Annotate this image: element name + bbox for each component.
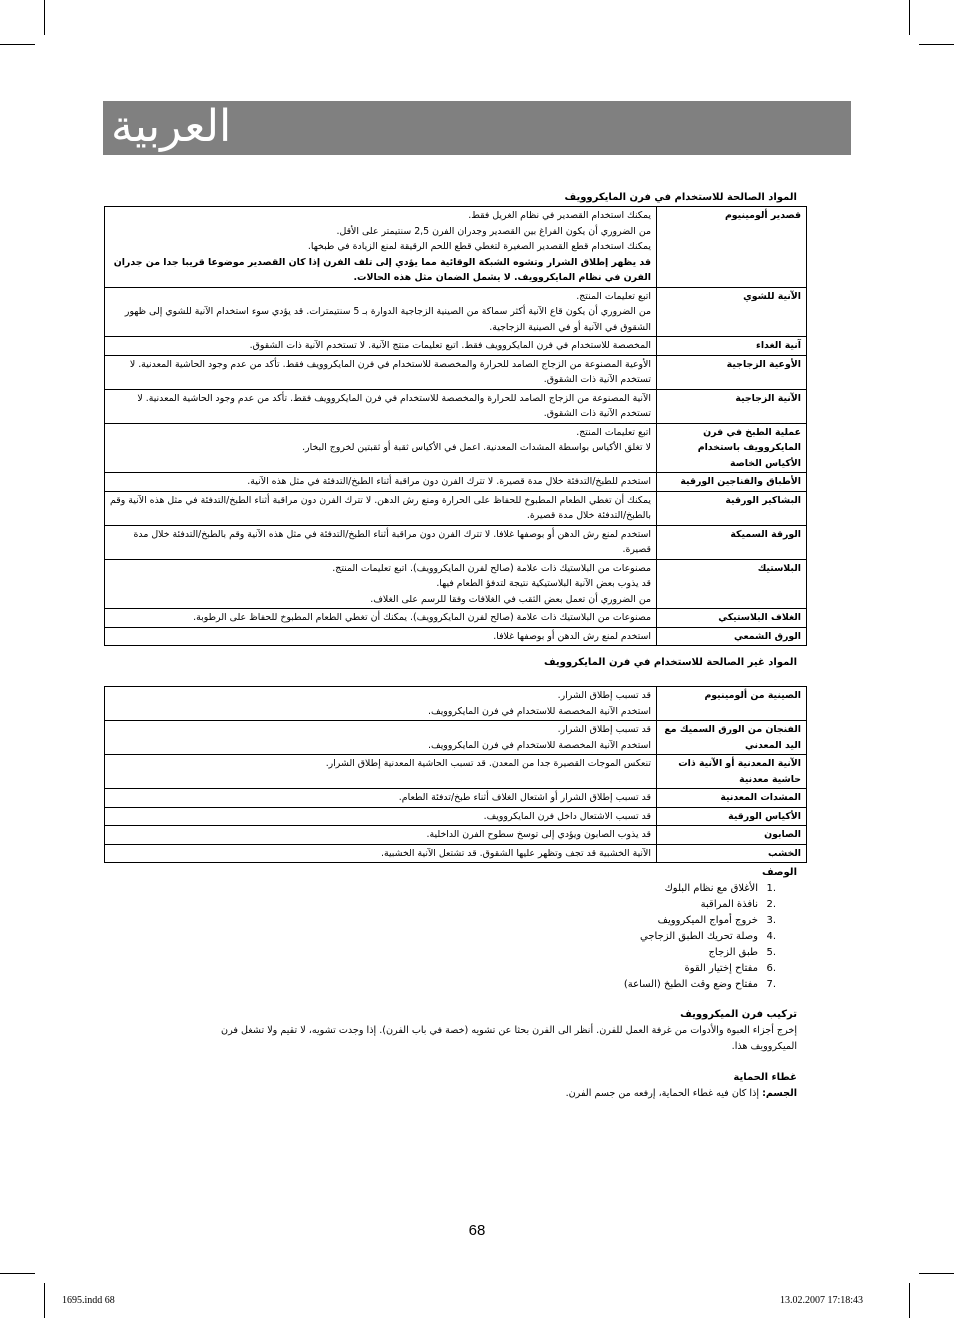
description-line: يمكنك أن تغطي الطعام المطبوخ للحفاظ على الحرارة ومنع رش الدهن. لا تترك الفرن دون مراقبة أثناء الطبخ/التدفئة في مثل هذه الآنية وقم بالطبخ/التدفئة خلال مدة قصيرة.	[110, 494, 651, 521]
warning-line: قد يظهر إطلاق الشرار وتشوه الشبكة الوقائية مما يؤدي إلى تلف الفرن إذا كان القصدير موضوعا قريبا جدا من جدران الفرن في نظام المايكروويف. لا يشمل الضمان مثل هذه الحالات.	[113, 256, 651, 283]
list-item-number: .7	[766, 979, 776, 990]
protection-title: غطاء الحماية	[733, 1072, 797, 1083]
description-line: يمكنك استخدام القصدير في نظام الغريل فقط.	[468, 210, 651, 221]
material-description	[105, 287, 657, 337]
protection-label: الجسم:	[762, 1088, 797, 1099]
description-line: الآنية المصنوعة من الزجاج الصامد للحرارة والمخصصة للاستخدام في فرن المايكروويف فقط. تأكد من عدم وجود الحاشية المعدنية. لا تستخدم الآنية ذات الشقوق.	[137, 392, 651, 419]
table-row	[105, 755, 807, 789]
description-line: لا تغلق الأكياس بواسطة المشدات المعدنية. اعمل في الأكياس ثقبة أو ثقبتين لخروج البخار.	[302, 442, 651, 453]
list-item	[376, 945, 776, 961]
material-description	[105, 826, 657, 845]
material-label: الآنية المعدنية أو الآنية ذات حاشية معدنية	[657, 755, 807, 789]
description-line: استخدم للطبخ/التدفئة خلال مدة قصيرة. لا تترك الفرن دون مراقبة أثناء الطبخ/التدفئة في مثل هذه الآنية.	[247, 476, 651, 487]
table-row	[105, 491, 807, 525]
description-line: من الضروري أن يكون الفراغ بين القصدير وجدران الفرن 2,5 سنتيمتر على الأقل.	[336, 225, 651, 237]
list-item-number: .2	[766, 899, 776, 910]
description-line: من الضروري أن يكون قاع الآنية أكثر سماكة من الصينية الزجاجية الدوارة بـ 5 سنتيمترات. قد يؤدي سوء استخدام الآنية للشوي إلى ظهور الشقوق في الآنية أو في الصينية الزجاجية.	[124, 306, 651, 333]
description-line: يمكنك استخدام قطع القصدير الصغيرة لتغطي قطع اللحم الرقيقة لمنع الزيادة في طبخها.	[307, 241, 651, 252]
material-label: الأطباق والفناجين الورقية	[657, 473, 807, 492]
material-description	[105, 627, 657, 646]
material-label: الآنية الزجاجية	[657, 389, 807, 423]
description-line: الآنية الخشبية قد تجف وتظهر عليها الشقوق. قد تشتعل الآنية الخشبية.	[380, 847, 651, 859]
description-line: من الضروري أن تعمل بعض الثقب في الغلافات وفقا للرسم على الغلاف.	[370, 593, 651, 605]
material-label: عملية الطبخ في فرن المايكروويف باستخدام الأكياس الخاصة	[657, 423, 807, 473]
description-line: قد تسبب إطلاق الشرار أو اشتعال الغلاف أثناء طبخ/تدفئة الطعام.	[398, 792, 651, 803]
list-item-text: طبق الزجاج	[708, 947, 758, 958]
list-item	[376, 881, 776, 897]
footer-file: 1695.indd 68	[62, 1295, 115, 1306]
material-label: الصابون	[657, 826, 807, 845]
material-label: قصدير ألومينيوم	[657, 207, 807, 288]
material-label: الآنية للشوي	[657, 287, 807, 337]
material-label: الفنجان من الورق السميك مع اليد المعدني	[657, 721, 807, 755]
description-line: اتبع تعليمات المنتج.	[576, 290, 651, 302]
list-item-text: مفتاح إختيار القوة	[684, 963, 758, 974]
list-item-number: .4	[766, 931, 776, 942]
material-label: الأكياس الورقية	[657, 807, 807, 826]
page-title: العربية	[111, 101, 232, 152]
material-description	[105, 687, 657, 721]
material-label: الورقة السميكة	[657, 525, 807, 559]
material-description	[105, 473, 657, 492]
table-row	[105, 826, 807, 845]
table-row	[105, 789, 807, 808]
crop-mark	[909, 1283, 910, 1318]
table-row	[105, 389, 807, 423]
material-label: الورق الشمعي	[657, 627, 807, 646]
crop-mark	[0, 1273, 35, 1274]
description-line: اتبع تعليمات المنتج.	[576, 426, 651, 438]
unsuitable-materials-table	[104, 686, 807, 863]
table-row	[105, 807, 807, 826]
table-row	[105, 525, 807, 559]
material-description	[105, 844, 657, 863]
description-title: الوصف	[761, 867, 797, 878]
language-banner	[103, 101, 851, 155]
table-row	[105, 473, 807, 492]
table-row	[105, 355, 807, 389]
list-item-number: .5	[766, 947, 776, 958]
table-row	[105, 423, 807, 473]
crop-mark	[919, 1273, 954, 1274]
suitable-table-body	[105, 207, 807, 646]
description-line: استخدم الآنية المخصصة للاستخدام في فرن المايكروويف.	[428, 705, 651, 717]
material-description	[105, 491, 657, 525]
list-item-number: .1	[766, 883, 776, 894]
material-description	[105, 423, 657, 473]
description-line: قد تسبب الاشتعال داخل فرن المايكروويف.	[483, 810, 651, 822]
description-line: استخدم لمنع رش الدهن أو بوصفها غلافا. لا تترك الفرن دون مراقبة أثناء الطبخ/التدفئة في مثل هذه الآنية وقم بالطبخ/التدفئة خلال مدة قصيرة.	[133, 528, 651, 555]
material-label: الصينية من ألومينيوم	[657, 687, 807, 721]
crop-mark	[44, 0, 45, 35]
material-description	[105, 789, 657, 808]
description-line: قد تسبب إطلاق الشرار.	[557, 690, 651, 701]
table-row	[105, 609, 807, 628]
list-item-number: .3	[766, 915, 776, 926]
suitable-materials-table	[104, 206, 807, 646]
crop-mark	[0, 44, 35, 45]
list-item-text: نافذة المراقبة	[700, 899, 758, 910]
unsuitable-table-body	[105, 687, 807, 863]
table-row	[105, 207, 807, 288]
material-description	[105, 721, 657, 755]
table-row	[105, 844, 807, 863]
description-line: مصنوعات من البلاستيك ذات علامة (صالح لفرن المايكروويف). يمكنك أن تغطي الطعام المطبوخ للحفاظ على الرطوبة.	[193, 612, 651, 623]
list-item-number: .6	[766, 963, 776, 974]
list-item	[376, 929, 776, 945]
table-row	[105, 687, 807, 721]
material-label: الأوعية الزجاجية	[657, 355, 807, 389]
material-description	[105, 355, 657, 389]
material-description	[105, 559, 657, 609]
list-item	[376, 897, 776, 913]
table-row	[105, 559, 807, 609]
description-line: استخدم لمنع رش الدهن أو بوصفها غلافا.	[493, 630, 651, 642]
description-line: المخصصة للاستخدام في فرن المايكروويف فقط. اتبع تعليمات منتج الآنية. لا تستخدم الآنية ذات الشقوق.	[249, 340, 651, 351]
description-line: قد تسبب إطلاق الشرار.	[557, 724, 651, 735]
material-description	[105, 337, 657, 356]
table-row	[105, 721, 807, 755]
material-description	[105, 207, 657, 288]
material-label: آنية الغداء	[657, 337, 807, 356]
list-item	[376, 961, 776, 977]
table-row	[105, 287, 807, 337]
material-label: الخشب	[657, 844, 807, 863]
crop-mark	[909, 0, 910, 35]
page-number: 68	[468, 1222, 486, 1239]
description-line: تنعكس الموجات القصيرة جدا من المعدن. قد تسبب الحاشية المعدنية إطلاق الشرار.	[325, 758, 651, 769]
list-item-text: خروج أمواج الميكروويف	[657, 915, 758, 926]
crop-mark	[44, 1283, 45, 1318]
table-row	[105, 627, 807, 646]
material-description	[105, 525, 657, 559]
suitable-section-title: المواد الصالحة للاستخدام في فرن المايكروويف	[564, 192, 797, 203]
unsuitable-section-title: المواد غير الصالحة للاستخدام في فرن المايكروويف	[543, 657, 797, 668]
table-row	[105, 337, 807, 356]
description-line: قد يذوب بعض الآنية البلاستيكية نتيجة لتدفؤ الطعام فيها.	[436, 578, 651, 589]
material-description	[105, 755, 657, 789]
material-label: البشاكير الورقية	[657, 491, 807, 525]
protection-text	[177, 1086, 797, 1102]
list-item	[376, 913, 776, 929]
material-label: البلاستيك	[657, 559, 807, 609]
parts-list	[376, 881, 776, 993]
list-item-text: الأغلاق مع نظام البلوك	[664, 883, 758, 894]
install-text: إخرج أجزاء العبوة والأدوات من غرفة العمل للفرن. أنظر الى الفرن بحثا عن تشويه (خصة في باب الفرن). إذا وجدت تشويه، لا تقيم ولا تشغل فرن الميكروويف هذا.	[221, 1025, 797, 1052]
material-description	[105, 389, 657, 423]
description-line: استخدم الآنية المخصصة للاستخدام في فرن المايكروويف.	[428, 739, 651, 751]
list-item	[376, 977, 776, 993]
install-title: تركيب فرن الميكروويف	[680, 1009, 797, 1020]
description-line: الأوعية المصنوعة من الزجاج الصامد للحرارة والمخصصة للاستخدام في فرن المايكروويف فقط. تأكد من عدم وجود الحاشية المعدنية. لا تستخدم الآنية ذات الشقوق.	[129, 358, 651, 385]
description-line: مصنوعات من البلاستيك ذات علامة (صالح لفرن المايكروويف). اتبع تعليمات المنتج.	[332, 562, 651, 574]
material-description	[105, 609, 657, 628]
material-label: المشدات المعدنية	[657, 789, 807, 808]
material-label: الغلاف البلاستيكي	[657, 609, 807, 628]
material-description	[105, 807, 657, 826]
crop-mark	[919, 44, 954, 45]
footer-timestamp: 13.02.2007 17:18:43	[780, 1295, 864, 1306]
list-item-text: مفتاح وضع وقت الطبخ (الساعة)	[623, 979, 758, 990]
list-item-text: وصلة تحريك الطبق الزجاجي	[640, 931, 758, 942]
protection-body: إذا كان فيه غطاء الحماية، إرفعه من جسم الفرن.	[565, 1088, 763, 1099]
description-line: قد يذوب الصابون ويؤدي إلى توسخ سطوح الفرن الداخلية.	[426, 829, 651, 840]
